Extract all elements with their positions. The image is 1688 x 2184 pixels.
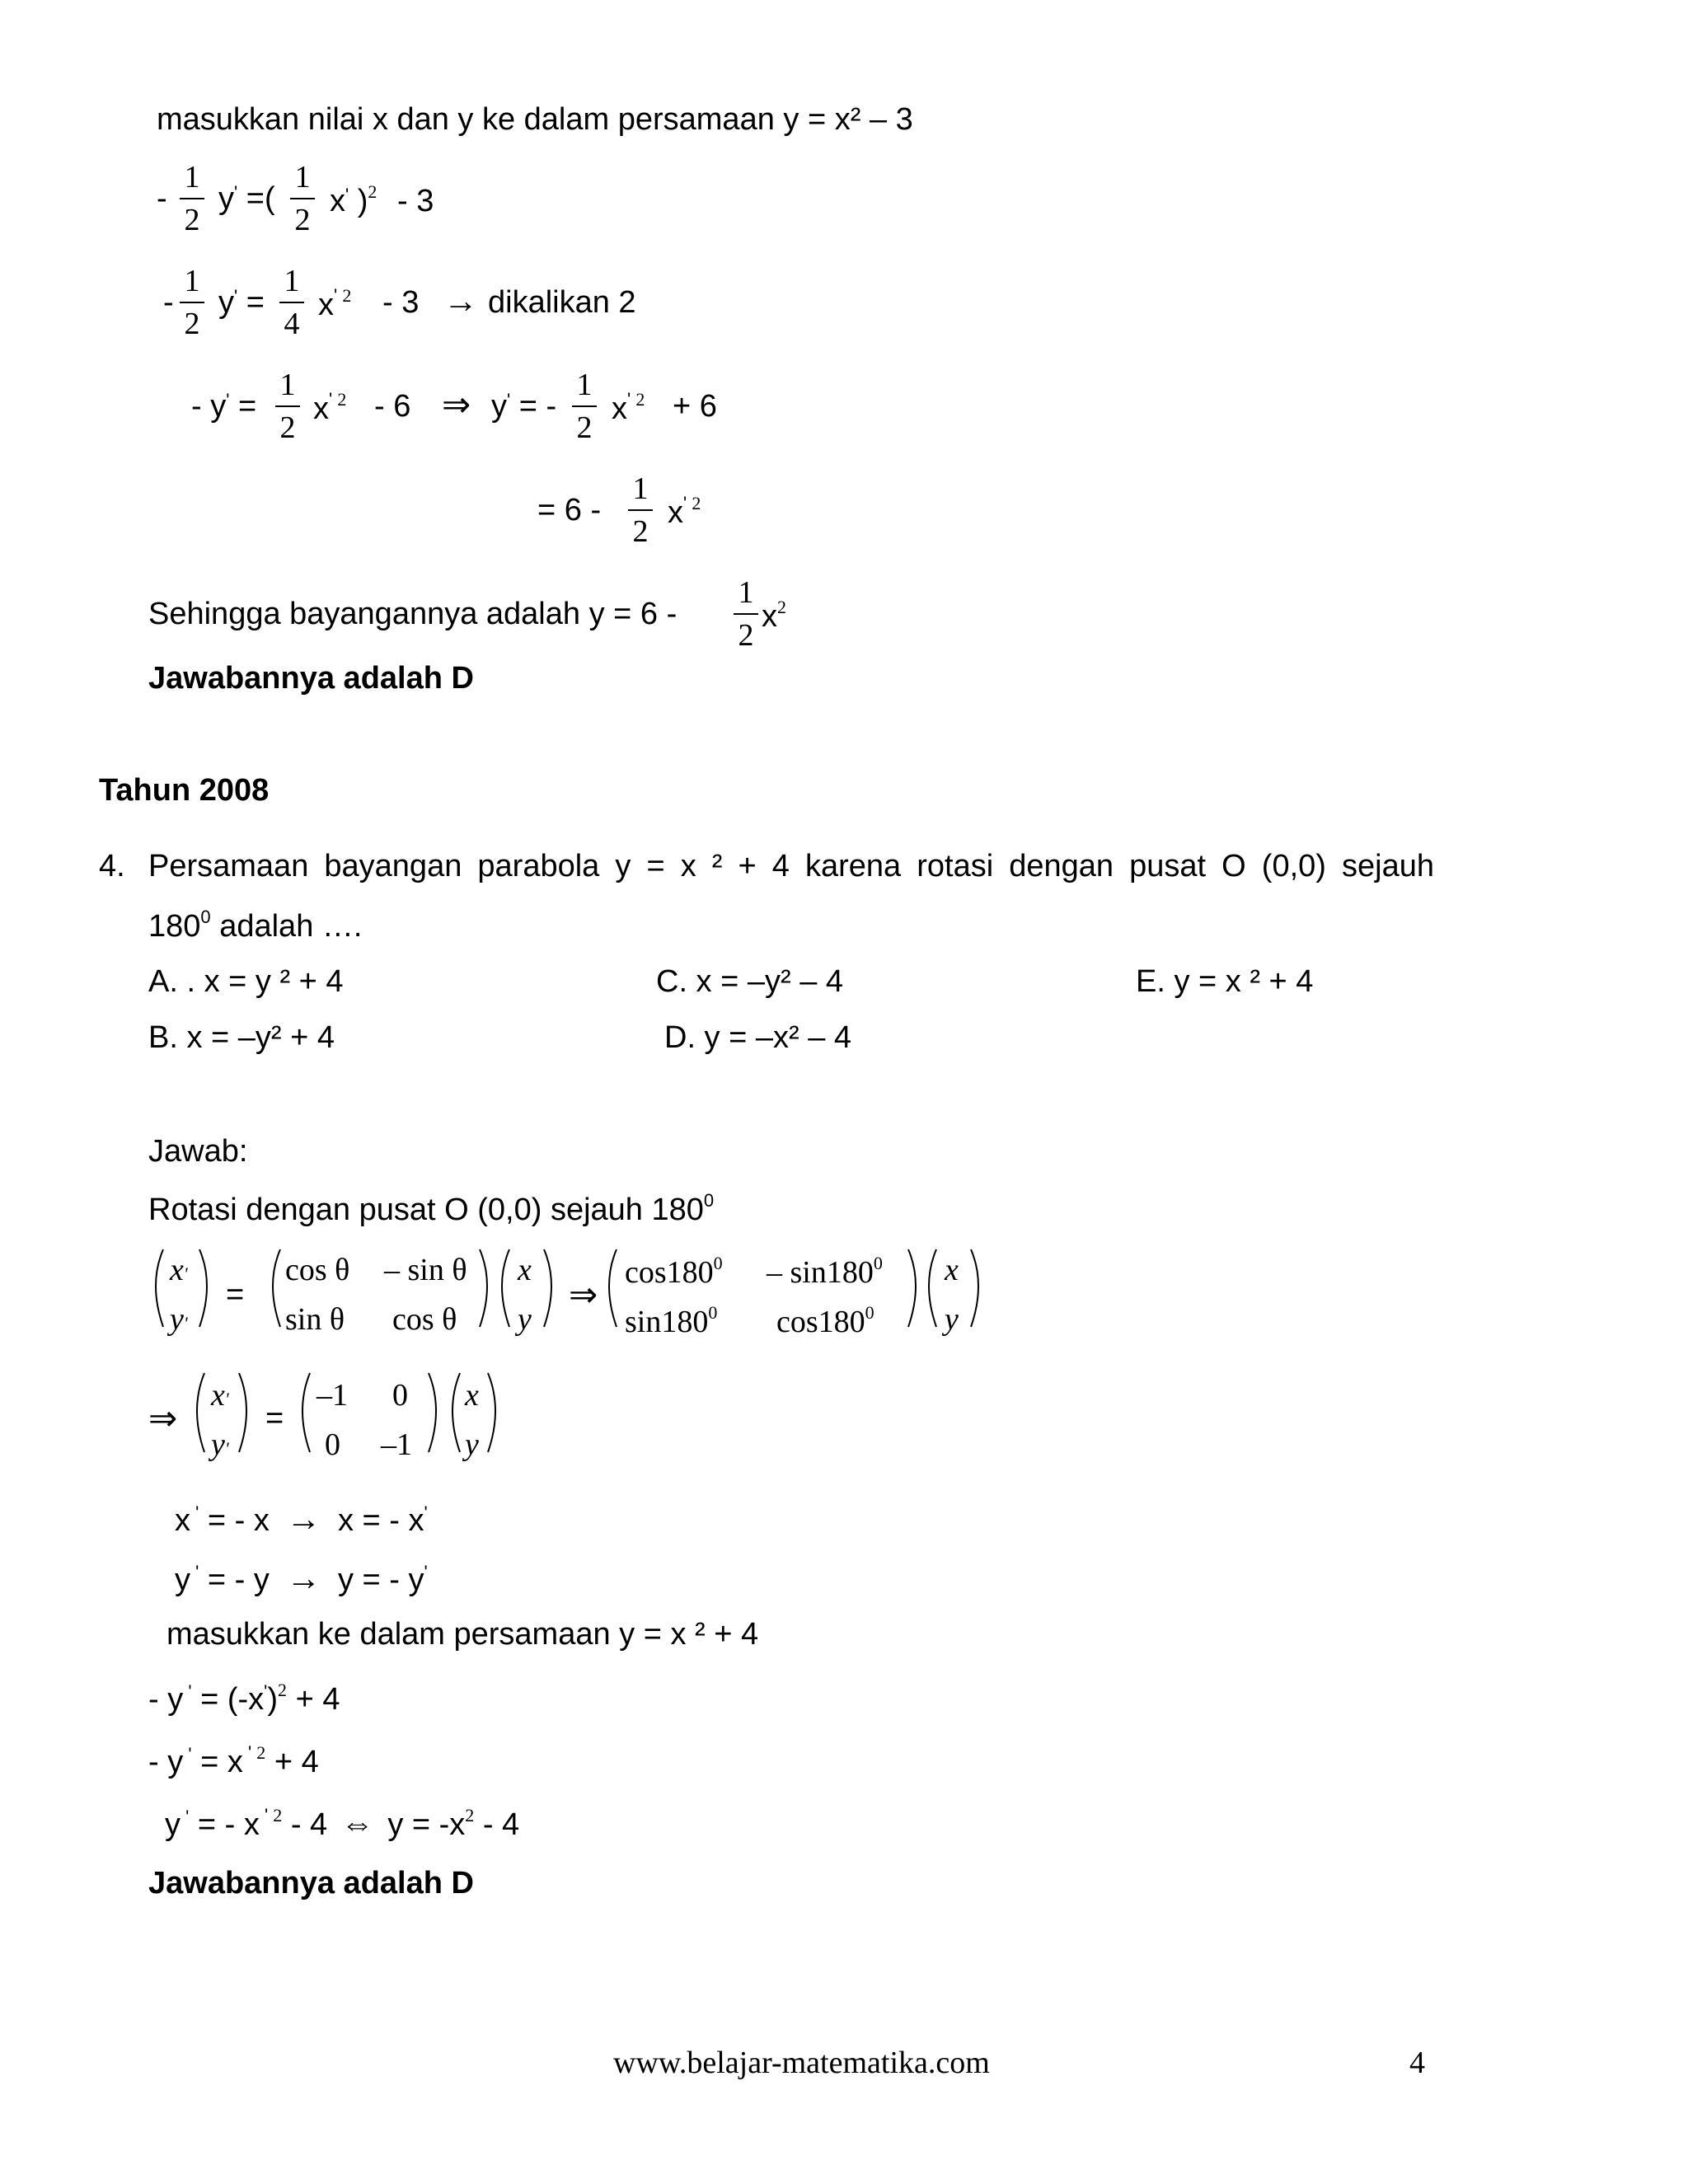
footer-url[interactable]: www.belajar-matematika.com <box>613 2046 990 2080</box>
lhs-x: x' <box>170 1253 188 1287</box>
substitute-instruction: masukkan ke dalam persamaan y = x ² + 4 <box>166 1617 759 1652</box>
section-heading: Tahun 2008 <box>99 773 270 808</box>
question-number: 4. <box>99 849 125 883</box>
equation-line-2: - y ' = x ' $^2$ + 4 <box>148 1742 319 1779</box>
fraction-one-half: 1 2 <box>178 265 206 340</box>
denominator: 2 <box>184 203 200 237</box>
fraction-one-half: 1 2 <box>626 473 654 547</box>
iff-icon: ⇔ <box>340 1806 374 1842</box>
option-d: D. y = –x² – 4 <box>664 1020 852 1055</box>
implies-icon: ⇒ <box>148 1399 178 1437</box>
note-text: dikalikan 2 <box>488 285 636 320</box>
rhs: y' = - <box>491 389 557 424</box>
minus-sign: - <box>157 181 167 216</box>
v-y: y <box>465 1427 479 1462</box>
m-neg-sin-theta: – sin θ <box>384 1253 467 1287</box>
lhs: - y' = <box>191 389 257 424</box>
equation-line-1: - y $' = (-x')^2 + 4$ <box>148 1680 340 1717</box>
x-prime-term: x' )$^2$ - 3 <box>330 181 434 218</box>
option-a: A. . x = y ² + 4 <box>148 964 344 999</box>
v-x: x <box>518 1253 532 1287</box>
page-number: 4 <box>1409 2046 1425 2080</box>
fraction-one-quarter: 1 4 <box>278 265 306 340</box>
option-e: E. y = x ² + 4 <box>1136 964 1314 999</box>
m-cos-theta: cos θ <box>285 1253 350 1287</box>
equals: = <box>226 1277 245 1312</box>
implies-icon: ⇒ <box>442 385 471 424</box>
m-zero: 0 <box>392 1378 408 1413</box>
answer-text: Jawabannya adalah D <box>148 661 474 696</box>
question-text-cont: $180^0$ adalah …. <box>148 907 363 944</box>
minus-three: - 3 <box>382 285 420 320</box>
minus-six: - 6 <box>374 389 411 424</box>
lhs-y: y' <box>170 1302 188 1337</box>
x-prime-squared: x' $^2$ <box>318 285 352 322</box>
m2-neg-sin180: – $\sin 180^0$ <box>767 1253 883 1290</box>
minus-sign: - <box>163 285 174 320</box>
fraction-one-half: 1 2 <box>570 369 598 443</box>
m-neg-one: –1 <box>316 1378 348 1413</box>
intro-text: masukkan nilai x dan y ke dalam persamaan y = x² – 3 <box>157 102 913 137</box>
arrow-right-icon: → <box>443 281 478 320</box>
y-prime: y' =( <box>218 181 275 216</box>
fraction-one-half: 1 2 <box>274 369 302 443</box>
x-prime-squared: x' $^2$ <box>668 493 701 530</box>
plus-six: + 6 <box>673 389 717 424</box>
fraction-one-half: 1 2 <box>732 577 760 651</box>
x-prime-squared: x' $^2$ <box>612 389 645 426</box>
result-text: Sehingga bayangannya adalah y = 6 - <box>148 597 678 631</box>
question-text: Persamaan bayangan parabola y = x ² + 4 karena rotasi dengan pusat O (0,0) sejauh <box>148 849 1434 883</box>
v-x: x <box>465 1378 479 1413</box>
m2-cos180: $\cos 180^0$ <box>625 1253 723 1290</box>
m-sin-theta: sin θ <box>285 1302 345 1337</box>
v-y: y <box>518 1302 532 1337</box>
substitution-x: x ' = - x → x = - x' <box>175 1499 428 1538</box>
eq-six-minus: = 6 - <box>537 493 602 527</box>
lhs-x: x' <box>211 1378 229 1413</box>
lhs-y: y' <box>211 1427 229 1462</box>
implies-icon: ⇒ <box>569 1275 598 1314</box>
m2-sin180: $\sin 180^0$ <box>625 1302 718 1339</box>
numerator: 1 <box>184 160 200 194</box>
fraction-one-half: 1 2 <box>288 162 316 236</box>
rotation-description: Rotasi dengan pusat O (0,0) sejauh $180^0$ <box>148 1190 715 1227</box>
y-prime: y' = <box>218 285 265 320</box>
option-c: C. x = –y² – 4 <box>656 964 844 999</box>
fraction-one-half <box>178 162 206 236</box>
option-b: B. x = –y² + 4 <box>148 1020 335 1055</box>
m-zero-2: 0 <box>325 1427 340 1462</box>
m2-cos180-2: $\cos 180^0$ <box>776 1302 874 1339</box>
equals: = <box>265 1401 284 1436</box>
jawab-label: Jawab: <box>148 1134 248 1169</box>
x-prime-squared: x' $^2$ <box>313 389 347 426</box>
answer-text-2: Jawabannya adalah D <box>148 1866 474 1900</box>
v2-y: y <box>945 1302 959 1337</box>
v2-x: x <box>945 1253 959 1287</box>
m-neg-one-2: –1 <box>381 1427 412 1462</box>
equation-line-3: y ' = - x ' $^2$ - 4 ⇔ $y = -x^2 - 4$ <box>165 1805 520 1842</box>
x-squared: $x^2$ <box>762 597 786 634</box>
m-cos-theta-2: cos θ <box>392 1302 457 1337</box>
substitution-y: y ' = - y → y = - y' <box>175 1558 428 1597</box>
matrix-brackets <box>0 1366 1688 1474</box>
